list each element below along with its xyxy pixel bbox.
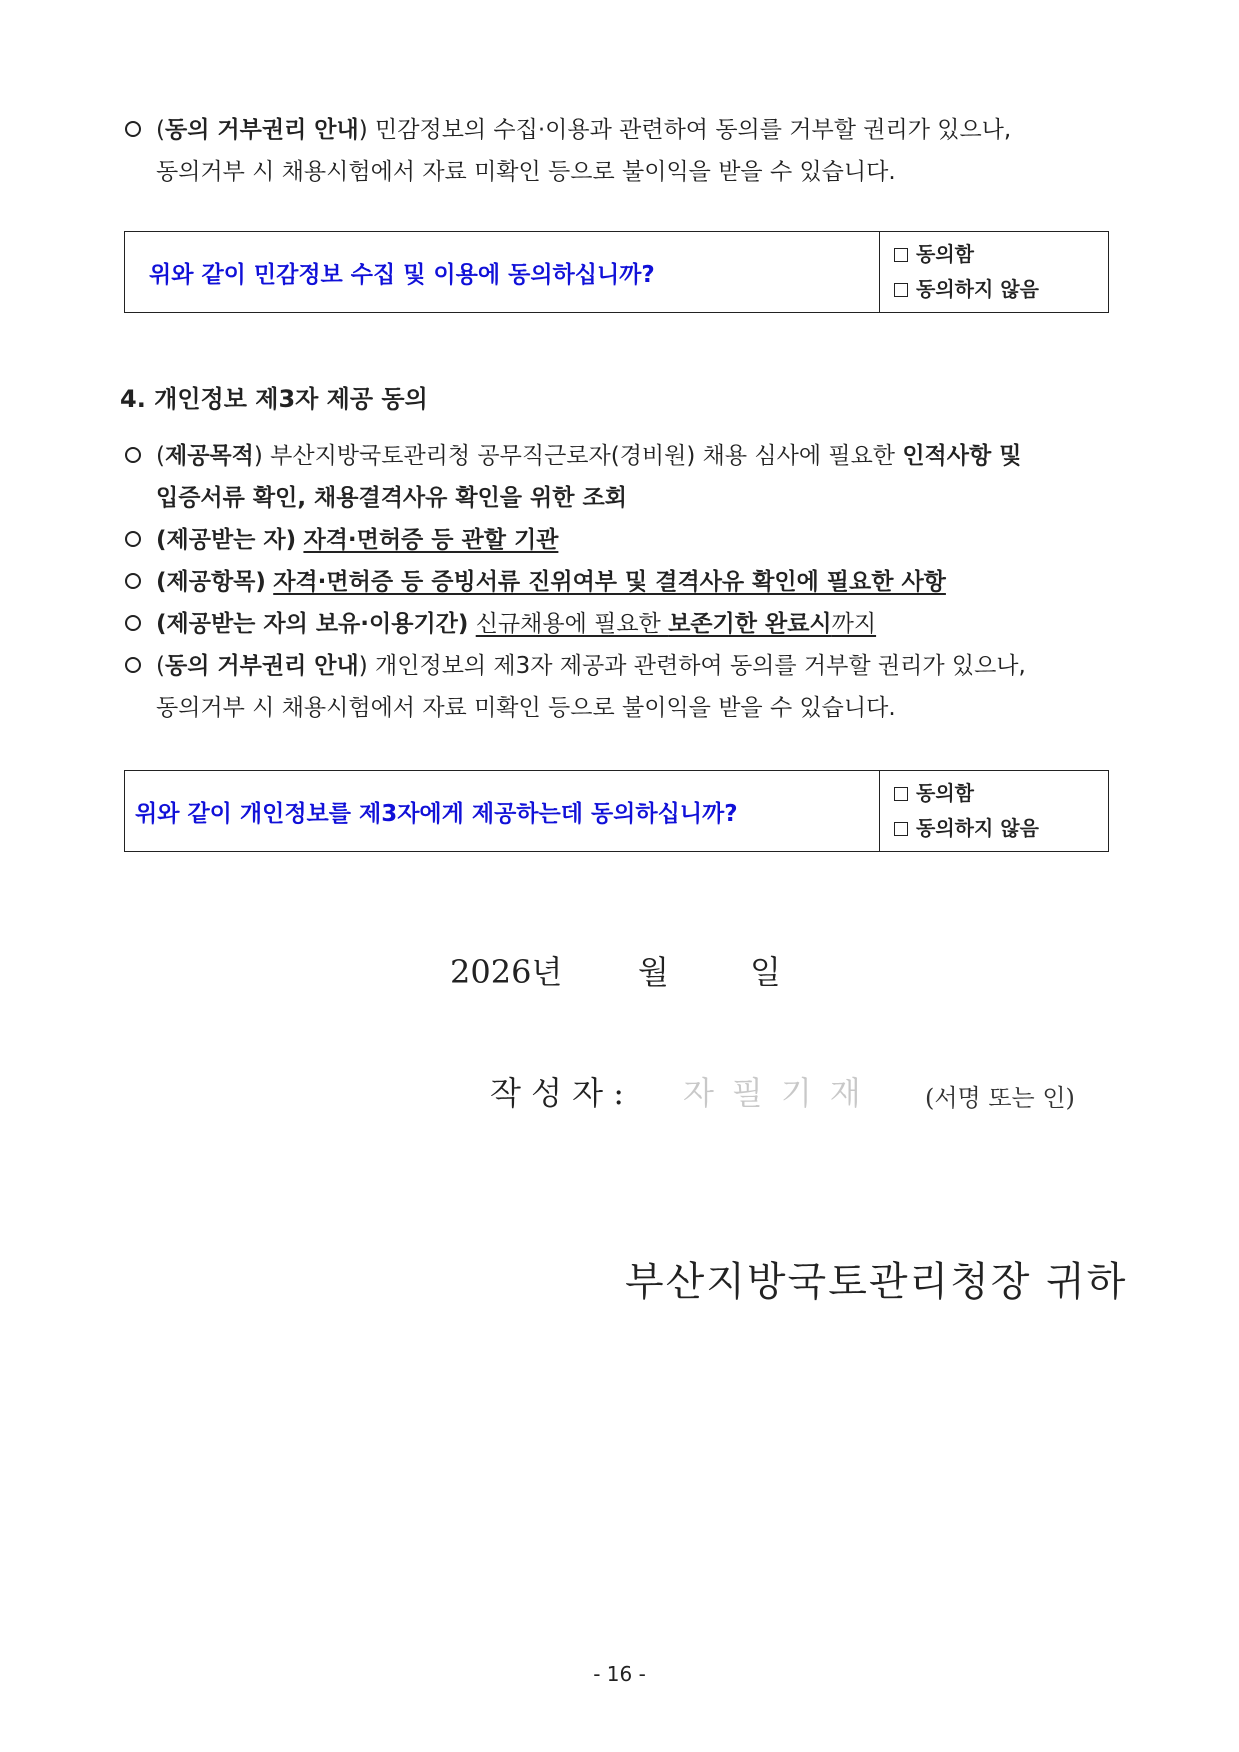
- author-label: 작 성 자 :: [490, 1074, 625, 1112]
- purpose-text-continued: 입증서류 확인, 채용결격사유 확인을 위한 조회: [156, 485, 627, 511]
- consent-question: 위와 같이 개인정보를 제3자에게 제공하는데 동의하십니까?: [125, 771, 880, 851]
- agree-label: 동의함: [916, 781, 974, 805]
- disagree-option[interactable]: [894, 811, 1108, 846]
- recipient-addressee: 부산지방국토관리청장 귀하: [625, 1259, 1128, 1305]
- items-label: (제공항목): [156, 569, 266, 595]
- date-year[interactable]: 2026년: [450, 953, 563, 991]
- checkbox-disagree[interactable]: [894, 822, 908, 836]
- disagree-label: 동의하지 않음: [916, 816, 1039, 840]
- bullet-text: ) 민감정보의 수집·이용과 관련하여 동의를 거부할 권리가 있으나,: [358, 117, 1012, 143]
- refusal-label: 동의 거부권리 안내: [164, 653, 359, 679]
- retention-line: [123, 603, 1123, 645]
- purpose-line: [123, 435, 1123, 477]
- bullet-circle-icon: [125, 657, 141, 673]
- purpose-label: 제공목적: [164, 443, 254, 469]
- consent-question: 위와 같이 민감정보 수집 및 이용에 동의하십니까?: [125, 232, 880, 312]
- recipient-line: [123, 519, 1123, 561]
- items-line: [123, 561, 1123, 603]
- section4-bullets: [123, 435, 1123, 729]
- disagree-option[interactable]: [894, 272, 1108, 307]
- purpose-bold-tail: 인적사항 및: [902, 443, 1022, 469]
- agree-option[interactable]: [894, 776, 1108, 811]
- agree-option[interactable]: [894, 237, 1108, 272]
- retention-label: (제공받는 자의 보유·이용기간): [156, 611, 469, 637]
- refusal-text: ) 개인정보의 제3자 제공과 관련하여 동의를 거부할 권리가 있으나,: [358, 653, 1026, 679]
- purpose-text: ) 부산지방국토관리청 공무직근로자(경비원) 채용 심사에 필요한: [253, 443, 903, 469]
- signature-field[interactable]: 자필기재: [683, 1074, 879, 1112]
- checkbox-disagree[interactable]: [894, 283, 908, 297]
- purpose-line-2: [123, 477, 1123, 519]
- items-value: 자격·면허증 등 증빙서류 진위여부 및 결격사유 확인에 필요한 사항: [273, 569, 946, 595]
- refusal-line: [123, 645, 1123, 687]
- refusal-notice-sensitive: [123, 109, 1123, 193]
- section-title: 4. 개인정보 제3자 제공 동의: [120, 385, 428, 413]
- bullet-circle-icon: [125, 573, 141, 589]
- retention-value-pre: 신규채용에 필요한: [475, 611, 669, 637]
- bullet-circle-icon: [125, 447, 141, 463]
- paren-open: (: [156, 443, 165, 469]
- bullet-label: 동의 거부권리 안내: [164, 117, 359, 143]
- paren-open: (: [156, 653, 165, 679]
- checkbox-agree[interactable]: [894, 248, 908, 262]
- agree-label: 동의함: [916, 242, 974, 266]
- consent-box-sensitive: [124, 231, 1109, 313]
- bullet-circle-icon: [125, 615, 141, 631]
- bullet-circle-icon: [125, 531, 141, 547]
- bullet-text-continued: 동의거부 시 채용시험에서 자료 미확인 등으로 불이익을 받을 수 있습니다.: [156, 159, 896, 185]
- page-number: - 16 -: [593, 1662, 646, 1686]
- bullet-circle-icon: [125, 121, 141, 137]
- paren-open: (: [156, 117, 165, 143]
- recipient-value: 자격·면허증 등 관할 기관: [303, 527, 559, 553]
- refusal-text-continued: 동의거부 시 채용시험에서 자료 미확인 등으로 불이익을 받을 수 있습니다.: [156, 695, 896, 721]
- consent-options: [880, 771, 1108, 851]
- recipient-label: (제공받는 자): [156, 527, 297, 553]
- date-day[interactable]: 일: [750, 953, 781, 991]
- signature-type-label: (서명 또는 인): [925, 1084, 1075, 1112]
- retention-value: [476, 611, 876, 637]
- consent-options: [880, 232, 1108, 312]
- disagree-label: 동의하지 않음: [916, 277, 1039, 301]
- checkbox-agree[interactable]: [894, 787, 908, 801]
- bullet-line: [123, 109, 1123, 151]
- date-month[interactable]: 월: [638, 953, 669, 991]
- consent-box-third-party: [124, 770, 1109, 852]
- retention-value-bold: 보존기한 완료시: [668, 611, 832, 637]
- retention-value-post: 까지: [831, 611, 877, 637]
